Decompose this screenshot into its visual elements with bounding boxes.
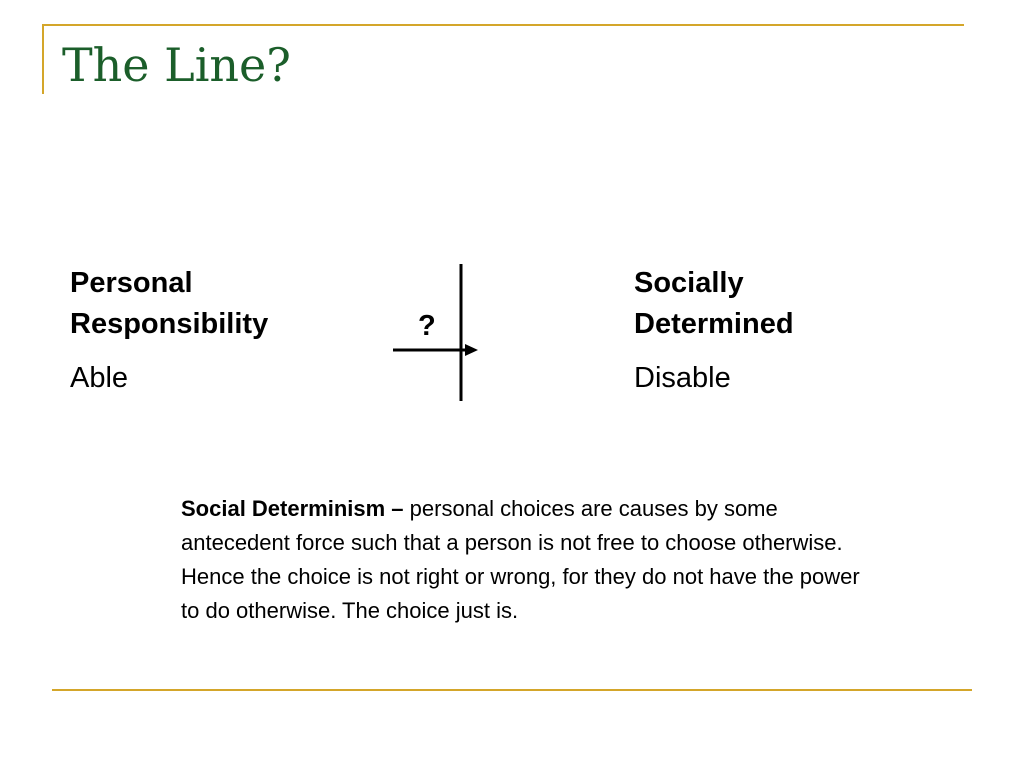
frame-left-rule	[42, 24, 44, 94]
left-heading-line1: Personal	[70, 267, 193, 299]
right-heading-line2: Determined	[634, 308, 794, 340]
right-heading	[634, 263, 934, 345]
question-mark: ?	[418, 310, 436, 342]
frame-top-rule	[42, 24, 964, 26]
right-heading-line1: Socially	[634, 267, 744, 299]
definition-term: Social Determinism –	[181, 496, 404, 521]
slide-title: The Line?	[62, 38, 291, 92]
frame-bottom-rule	[52, 689, 972, 691]
right-value: Disable	[634, 362, 731, 394]
left-heading	[70, 263, 370, 345]
left-heading-line2: Responsibility	[70, 308, 269, 340]
definition-text: personal choices are causes by some antecedent force such that a person is not free to choose otherwise. Hence the choice is not right or wrong, for they do not have the power to do otherwise. The choice just is.	[181, 496, 860, 623]
definition-paragraph	[181, 492, 871, 628]
left-value: Able	[70, 362, 129, 394]
arrow-head-icon	[465, 344, 478, 356]
